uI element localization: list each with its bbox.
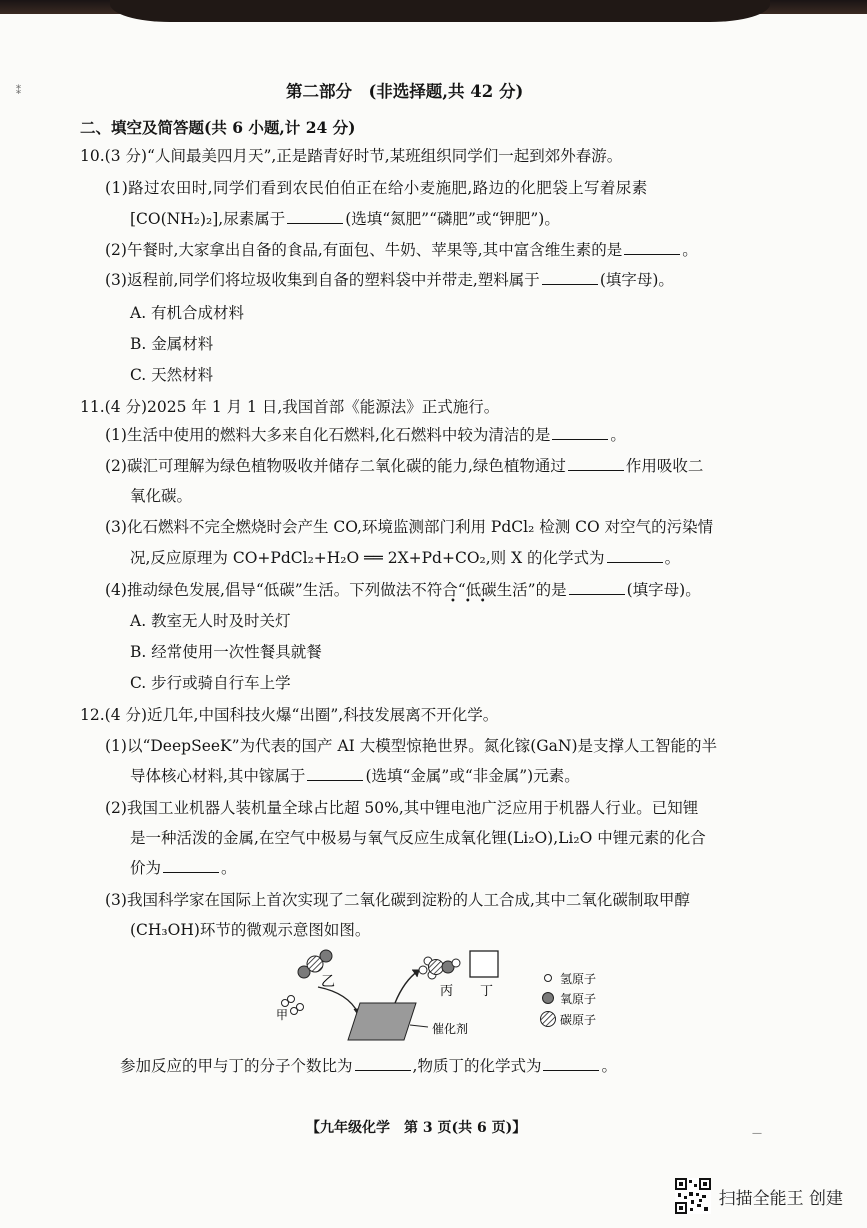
legend-oxygen: 氧原子	[560, 992, 597, 1006]
legend-hydrogen: 氢原子	[560, 972, 597, 986]
q11-part2-tail: 作用吸收二	[625, 457, 704, 475]
q11-part3-line2	[130, 548, 680, 568]
q11-part4	[105, 580, 701, 600]
q12-part1-text: 导体核心材料,其中镓属于	[130, 767, 306, 785]
answer-blank[interactable]	[543, 1056, 599, 1071]
q10-option-b: B. 金属材料	[130, 335, 214, 353]
q12-part1-line1: (1)以“DeepSeeK”为代表的国产 AI 大模型惊艳世界。氮化镓(GaN)是支撑人工智能的半	[105, 737, 717, 755]
q11-part2-line1	[105, 456, 703, 476]
label-yi: 乙	[321, 974, 335, 990]
legend-oxygen-icon	[543, 993, 554, 1004]
q11-stem: 11.(4 分)2025 年 1 月 1 日,我国首部《能源法》正式施行。	[80, 398, 500, 416]
q11-part3-line1: (3)化石燃料不完全燃烧时会产生 CO,环境监测部门利用 PdCl₂ 检测 CO 对空气的污染情	[105, 518, 714, 536]
scan-mark: —	[752, 1128, 762, 1139]
q12-part3-line2: (CH₃OH)环节的微观示意图如图。	[130, 921, 371, 939]
q10-part3	[105, 270, 674, 290]
q11-part1-text: (1)生活中使用的燃料大多来自化石燃料,化石燃料中较为清洁的是	[105, 426, 551, 444]
q10-part2-end: 。	[682, 241, 698, 259]
q12-final-end: 。	[601, 1057, 617, 1075]
arrow-in	[318, 987, 358, 1013]
q11-option-a: A. 教室无人时及时关灯	[130, 612, 291, 630]
q12-part3-line1: (3)我国科学家在国际上首次实现了二氧化碳到淀粉的人工合成,其中二氧化碳制取甲醇	[105, 891, 690, 909]
label-bing: 丙	[440, 984, 454, 999]
q12-part2-text: 价为	[130, 859, 162, 877]
q11-option-b: B. 经常使用一次性餐具就餐	[130, 643, 322, 661]
q10-part2	[105, 240, 698, 260]
section-heading: 二、填空及简答题(共 6 小题,计 24 分)	[80, 118, 356, 137]
answer-blank[interactable]	[307, 766, 363, 781]
q10-option-c: C. 天然材料	[130, 366, 214, 384]
q12-part2-line2: 是一种活泼的金属,在空气中极易与氧气反应生成氧化锂(Li₂O),Li₂O 中锂元素的化合	[130, 829, 706, 847]
molecule-bing	[419, 957, 460, 979]
answer-blank[interactable]	[542, 270, 598, 285]
legend-carbon-icon	[541, 1012, 556, 1027]
answer-blank[interactable]	[355, 1056, 411, 1071]
q11-part3-text: 况,反应原理为 CO+PdCl₂+H₂O ══ 2X+Pd+CO₂,则 X 的化学式为	[130, 549, 605, 567]
q10-stem: 10.(3 分)“人间最美四月天”,正是踏青好时节,某班组织同学们一起到郊外春游。	[80, 147, 623, 165]
section-title: 第二部分 (非选择题,共 42 分)	[286, 82, 524, 101]
q11-part2-text: (2)碳汇可理解为绿色植物吸收并储存二氧化碳的能力,绿色植物通过	[105, 457, 566, 475]
page-footer: 【九年级化学 第 3 页(共 6 页)】	[306, 1120, 527, 1136]
emphasis-dots: •••	[450, 596, 495, 607]
q12-final-text-2: ,物质丁的化学式为	[412, 1057, 542, 1075]
q10-part1-choices: (选填“氮肥”“磷肥”或“钾肥”)。	[345, 210, 560, 228]
q12-part2-line3	[130, 858, 237, 878]
answer-blank[interactable]	[624, 240, 680, 255]
q11-part2-line2: 氧化碳。	[130, 487, 193, 505]
scan-top-shadow	[0, 0, 867, 14]
q12-part1-choices: (选填“金属”或“非金属”)元素。	[365, 767, 580, 785]
answer-blank[interactable]	[163, 858, 219, 873]
q10-part1-line1: (1)路过农田时,同学们看到农民伯伯正在给小麦施肥,路边的化肥袋上写着尿素	[105, 179, 648, 197]
q11-part3-end: 。	[664, 549, 681, 567]
q10-part1-text: [CO(NH₂)₂],尿素属于	[130, 210, 286, 228]
catalyst-pointer	[410, 1025, 428, 1027]
watermark-text: 扫描全能王 创建	[718, 1188, 843, 1209]
q11-part4-text: (4)推动绿色发展,倡导“低碳”生活。下列做法不符合“低碳生活”的是	[105, 581, 567, 599]
scan-mark: ⁑	[16, 86, 21, 97]
legend-hydrogen-icon	[545, 975, 552, 982]
q12-part2-line1: (2)我国工业机器人装机量全球占比超 50%,其中锂电池广泛应用于机器人行业。已知锂	[105, 799, 699, 817]
q11-option-c: C. 步行或骑自行车上学	[130, 674, 291, 692]
answer-blank[interactable]	[552, 425, 608, 440]
answer-blank[interactable]	[569, 580, 625, 595]
legend-carbon: 碳原子	[560, 1013, 597, 1027]
label-catalyst: 催化剂	[432, 1022, 469, 1036]
q12-stem: 12.(4 分)近几年,中国科技火爆“出圈”,科技发展离不开化学。	[80, 706, 499, 724]
q12-part1-line2	[130, 766, 580, 786]
scanner-watermark	[675, 1178, 843, 1214]
q12-part3-question	[120, 1056, 617, 1076]
q10-part3-text: (3)返程前,同学们将垃圾收集到自备的塑料袋中并带走,塑料属于	[105, 271, 540, 289]
answer-blank[interactable]	[607, 548, 663, 563]
qr-code-icon	[675, 1178, 711, 1214]
q10-part1-line2	[130, 209, 560, 229]
q10-part3-end: (填字母)。	[599, 271, 674, 289]
catalyst-plate	[348, 1003, 416, 1040]
arrow-out	[395, 971, 418, 1003]
answer-blank[interactable]	[568, 456, 624, 471]
q10-option-a: A. 有机合成材料	[130, 304, 245, 322]
answer-blank[interactable]	[287, 209, 343, 224]
label-ding: 丁	[480, 984, 494, 999]
q11-part1	[105, 425, 626, 445]
reaction-diagram	[270, 945, 650, 1045]
q11-part4-end: (填字母)。	[626, 581, 701, 599]
q10-part2-text: (2)午餐时,大家拿出自备的食品,有面包、牛奶、苹果等,其中富含维生素的是	[105, 241, 623, 259]
q11-part1-end: 。	[610, 426, 626, 444]
q12-part2-end: 。	[221, 859, 237, 877]
molecule-ding-box	[470, 951, 498, 977]
q12-final-text-1: 参加反应的甲与丁的分子个数比为	[120, 1057, 353, 1075]
label-jia: 甲	[276, 1008, 289, 1022]
